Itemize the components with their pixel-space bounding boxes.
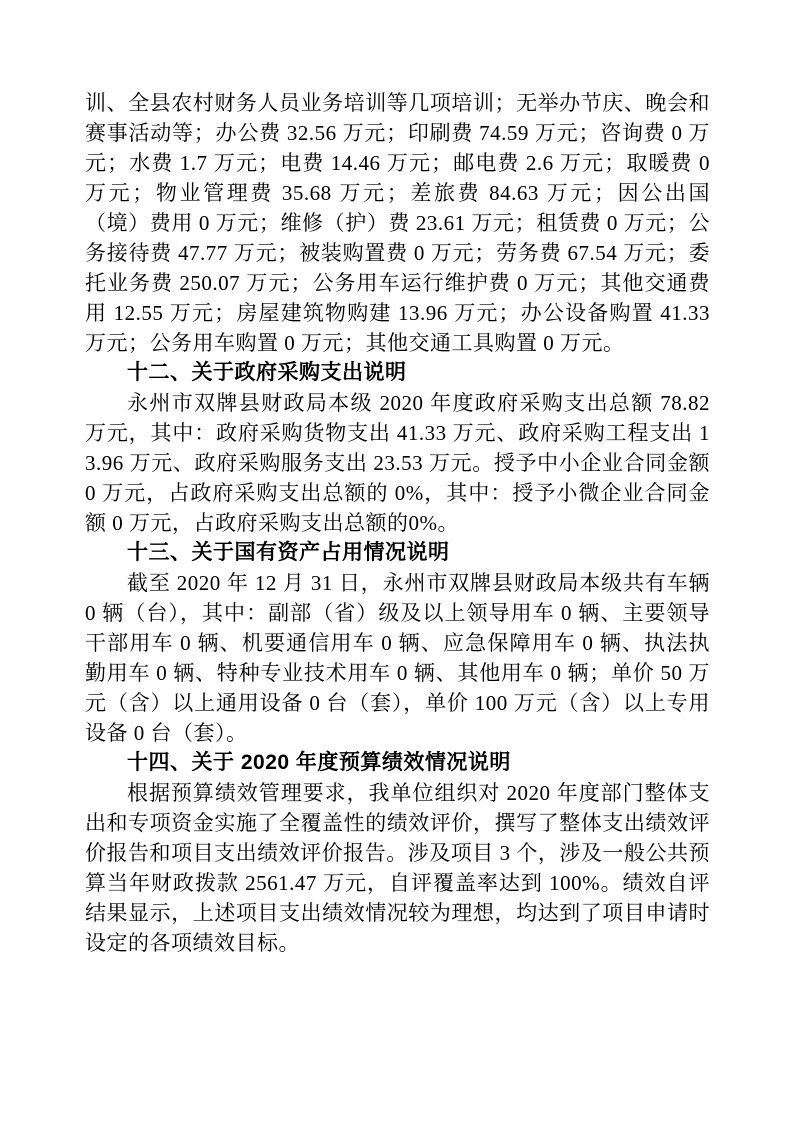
section-heading: 十四、关于 2020 年度预算绩效情况说明	[127, 751, 511, 774]
body-paragraph: 永州市双牌县财政局本级 2020 年度政府采购支出总额 78.82 万元，其中：政府采购货物支出 41.33 万元、政府采购工程支出 13.96 万元、政府采购服务支出 23.53 万元。授予中小企业合同金额 0 万元，占政府采购支出总额的 0%，其中：授予小微企业合同金额 0 万元，占政府采购支出总额的0%。	[85, 391, 710, 535]
section-heading: 十二、关于政府采购支出说明	[127, 361, 407, 384]
body-paragraph: 截至 2020 年 12 月 31 日，永州市双牌县财政局本级共有车辆 0 辆（台），其中：副部（省）级及以上领导用车 0 辆、主要领导干部用车 0 辆、机要通信用车 0 辆、应急保障用车 0 辆、执法执勤用车 0 辆、特种专业技术用车 0 辆、其他用车 0 辆；单价 50 万元（含）以上通用设备 0 台（套），单价 100 万元（含）以上专用设备 0 台（套）。	[85, 571, 710, 745]
body-paragraph: 训、全县农村财务人员业务培训等几项培训；无举办节庆、晚会和赛事活动等；办公费 32.56 万元；印刷费 74.59 万元；咨询费 0 万元；水费 1.7 万元；电费 14.46 万元；邮电费 2.6 万元；取暖费 0 万元；物业管理费 35.68 万元；差旅费 84.63 万元；因公出国（境）费用 0 万元；维修（护）费 23.61 万元；租赁费 0 万元；公务接待费 47.77 万元；被装购置费 0 万元；劳务费 67.54 万元；委托业务费 250.07 万元；公务用车运行维护费 0 万元；其他交通费用 12.55 万元；房屋建筑物购建 13.96 万元；办公设备购置 41.33 万元；公务用车购置 0 万元；其他交通工具购置 0 万元。	[85, 91, 710, 355]
document-content	[85, 88, 710, 958]
section-heading: 十三、关于国有资产占用情况说明	[127, 541, 450, 564]
body-paragraph: 根据预算绩效管理要求，我单位组织对 2020 年度部门整体支出和专项资金实施了全覆盖性的绩效评价，撰写了整体支出绩效评价报告和项目支出绩效评价报告。涉及项目 3 个，涉及一般公共预算当年财政拨款 2561.47 万元，自评覆盖率达到 100%。绩效自评结果显示，上述项目支出绩效情况较为理想，均达到了项目申请时设定的各项绩效目标。	[85, 781, 710, 955]
